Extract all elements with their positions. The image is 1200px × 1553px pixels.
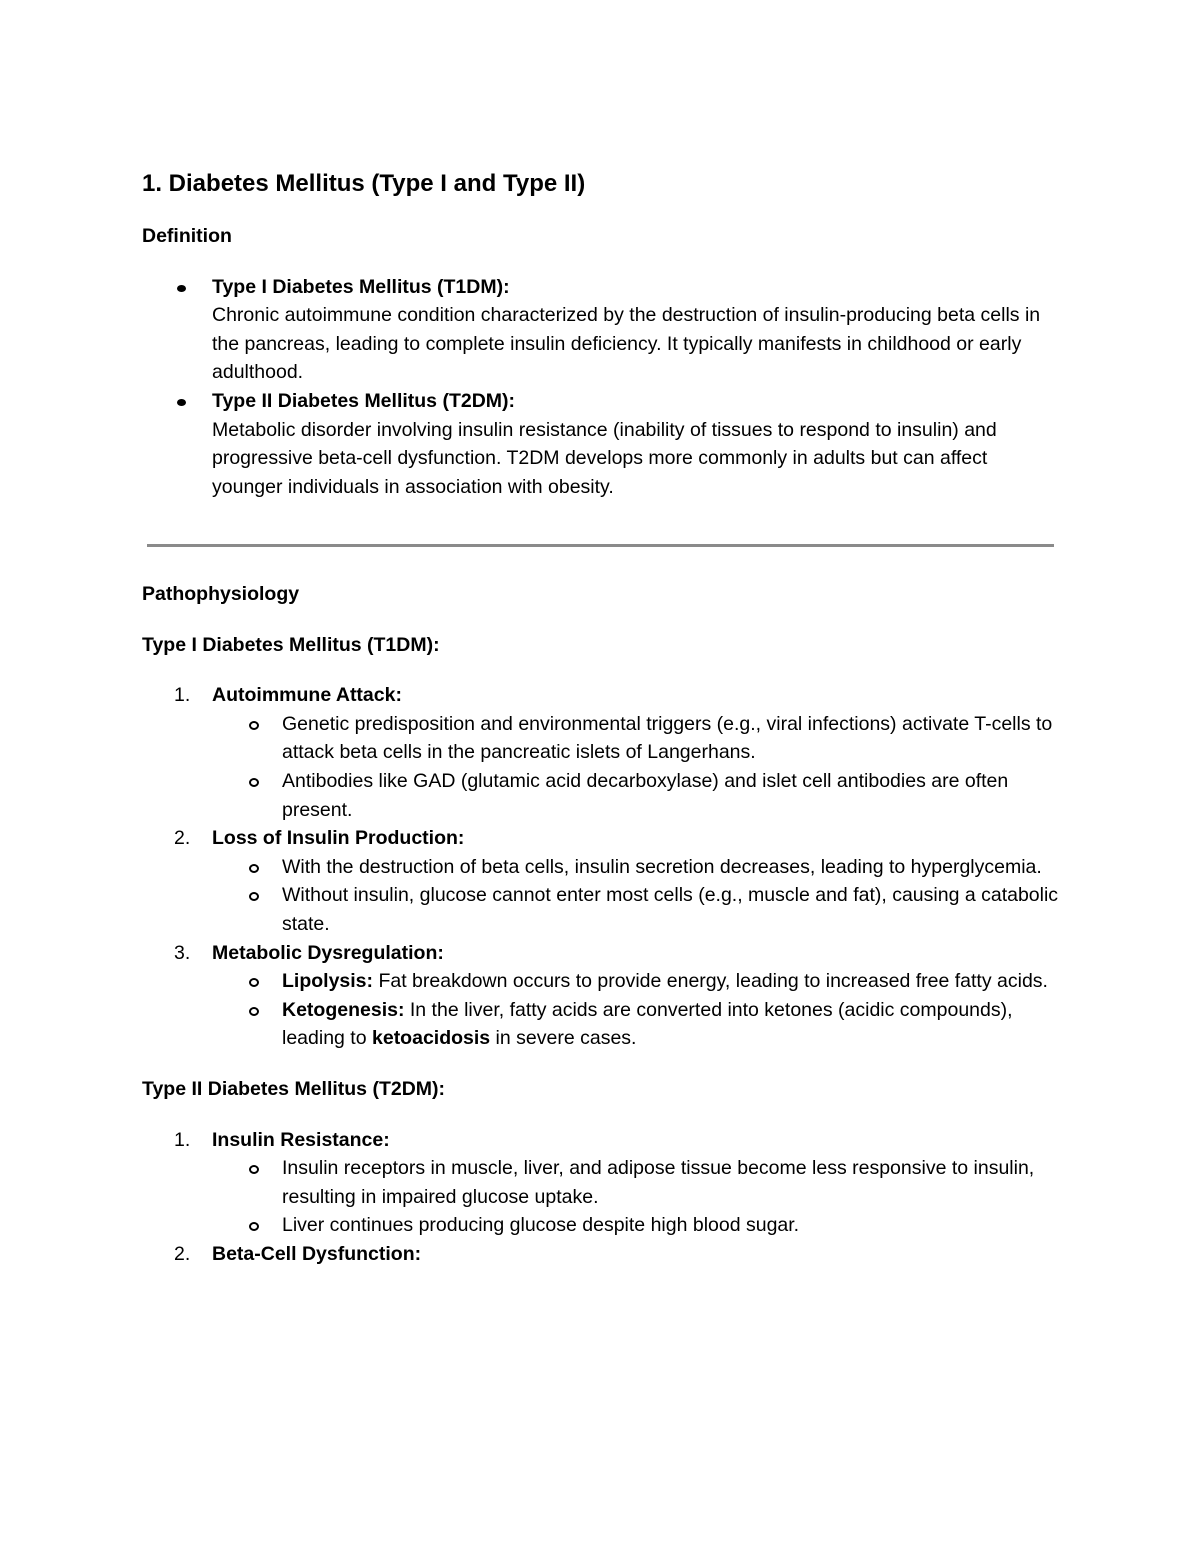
definition-term: Type II Diabetes Mellitus (T2DM):: [212, 389, 516, 412]
definition-text: Chronic autoimmune condition characterized by the destruction of insulin-producing beta cells in the pancreas, leading to complete insulin deficiency. It typically manifests in childhood or early adulthood.: [212, 304, 1041, 384]
sub-list-item: Antibodies like GAD (glutamic acid decarboxylase) and islet cell antibodies are often present.: [212, 767, 1062, 824]
t1dm-steps: [142, 681, 1062, 1053]
definition-heading: Definition: [142, 225, 232, 247]
sub-list-item: Genetic predisposition and environmental triggers (e.g., viral infections) activate T-cells to attack beta cells in the pancreatic islets of Langerhans.: [212, 710, 1062, 767]
step-number: 1.: [174, 1128, 191, 1151]
t1dm-heading: Type I Diabetes Mellitus (T1DM):: [142, 633, 440, 656]
ketogenesis-text-end: in severe cases.: [490, 1027, 637, 1050]
list-item: [142, 939, 1062, 1053]
step-number: 2.: [174, 827, 191, 850]
spacer: [142, 1053, 1062, 1075]
step-number: 3.: [174, 941, 191, 964]
lipolysis-text: Fat breakdown occurs to provide energy, leading to increased free fatty acids.: [373, 970, 1048, 993]
sub-list-item-ketogenesis: [212, 996, 1062, 1053]
list-item: [142, 681, 1062, 824]
pathophysiology-section: [142, 580, 1062, 1268]
step-title: Autoimmune Attack:: [212, 684, 402, 707]
lipolysis-term: Lipolysis:: [282, 970, 374, 993]
horizontal-divider: [147, 544, 1054, 547]
sub-list-item: With the destruction of beta cells, insulin secretion decreases, leading to hyperglycemia.: [212, 853, 1062, 882]
sub-list: [212, 967, 1062, 1053]
list-item: [142, 1240, 1062, 1269]
list-item: [142, 824, 1062, 938]
page-title: 1. Diabetes Mellitus (Type I and Type II): [142, 170, 586, 197]
definition-text: Metabolic disorder involving insulin resistance (inability of tissues to respond to insulin) and progressive beta-cell dysfunction. T2DM develops more commonly in adults but can affect younger individuals in association with obesity.: [212, 418, 997, 498]
ketoacidosis-term: ketoacidosis: [372, 1027, 491, 1050]
sub-list: [212, 710, 1062, 824]
sub-list-item: Without insulin, glucose cannot enter most cells (e.g., muscle and fat), causing a catabolic state.: [212, 881, 1062, 938]
step-title: Insulin Resistance:: [212, 1128, 390, 1151]
step-title: Metabolic Dysregulation:: [212, 941, 444, 964]
step-number: 2.: [174, 1242, 191, 1265]
sub-list-item: Liver continues producing glucose despite high blood sugar.: [212, 1211, 1062, 1240]
step-title: Beta-Cell Dysfunction:: [212, 1242, 422, 1265]
t2dm-steps: [142, 1126, 1062, 1269]
definition-term: Type I Diabetes Mellitus (T1DM):: [212, 275, 510, 298]
sub-list-item-lipolysis: [212, 967, 1062, 996]
ketogenesis-text: In the liver, fatty acids are converted into ketones (acidic compounds), leading to: [282, 998, 1013, 1050]
definition-section: [142, 168, 1062, 501]
sub-list: [212, 853, 1062, 939]
ketogenesis-term: Ketogenesis:: [282, 998, 405, 1021]
step-number: 1.: [174, 684, 191, 707]
definition-list: [142, 273, 1062, 502]
step-title: Loss of Insulin Production:: [212, 827, 465, 850]
sub-list: [212, 1154, 1062, 1240]
t2dm-heading: Type II Diabetes Mellitus (T2DM):: [142, 1077, 446, 1100]
list-item: [142, 1126, 1062, 1240]
definition-item-t2dm: [142, 387, 1062, 501]
definition-item-t1dm: [142, 273, 1062, 387]
pathophysiology-heading: Pathophysiology: [142, 583, 300, 605]
sub-list-item: Insulin receptors in muscle, liver, and adipose tissue become less responsive to insulin, resulting in impaired glucose uptake.: [212, 1154, 1062, 1211]
